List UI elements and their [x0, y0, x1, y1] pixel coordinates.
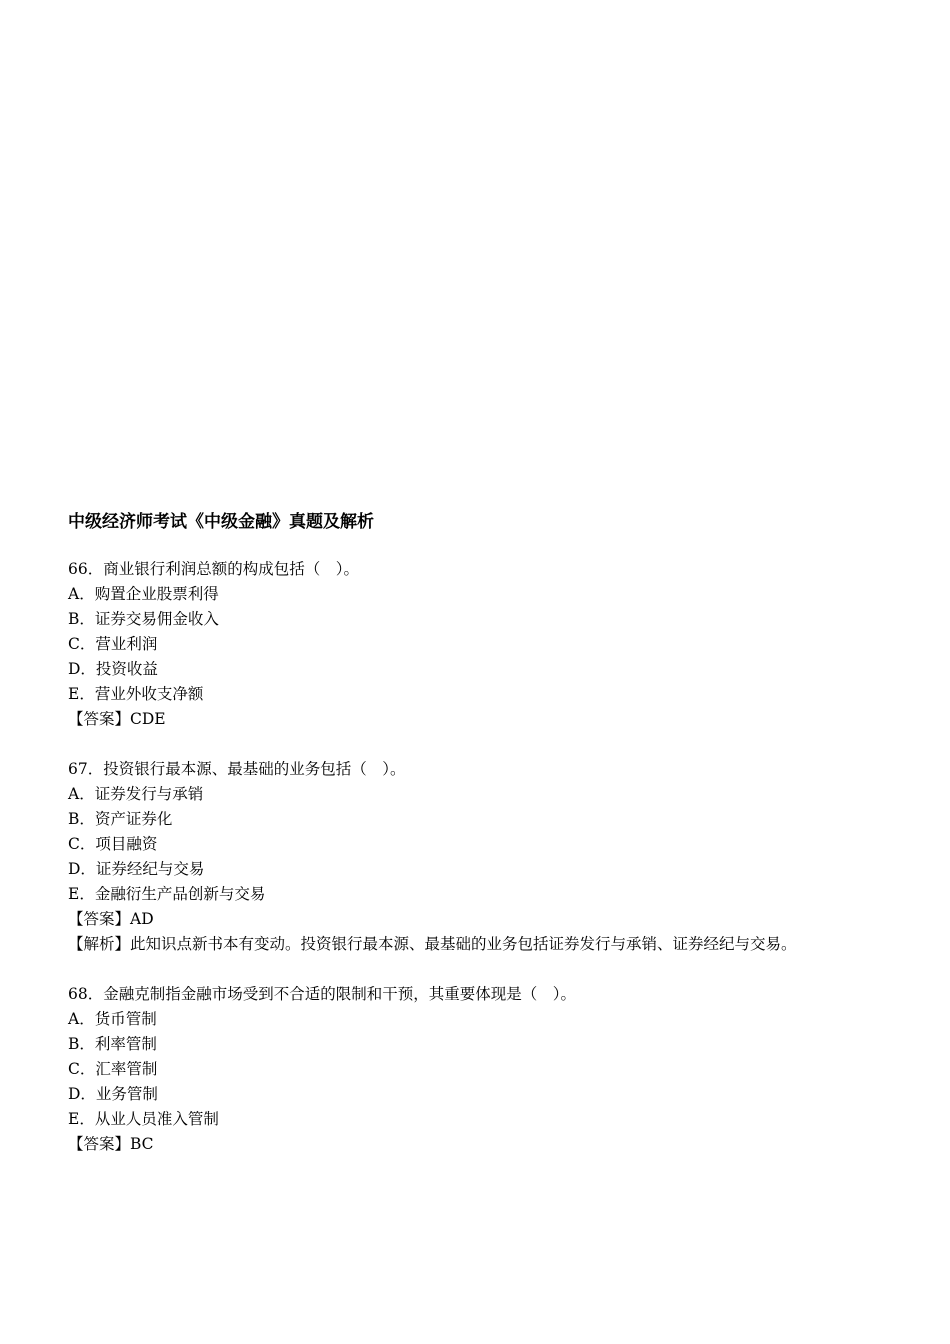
- option-d: D．业务管制: [68, 1085, 158, 1103]
- question-68: [68, 982, 848, 1157]
- question-67: [68, 757, 848, 957]
- explanation: 【解析】此知识点新书本有变动。投资银行最本源、最基础的业务包括证券发行与承销、证券经纪与交易。: [68, 935, 797, 953]
- document-content: [68, 509, 848, 1182]
- answer: 【答案】AD: [68, 910, 154, 928]
- option-d: D．投资收益: [68, 660, 158, 678]
- answer: 【答案】CDE: [68, 710, 166, 728]
- question-stem: 67．投资银行最本源、最基础的业务包括（ ）。: [68, 760, 406, 778]
- option-e: E．金融衍生产品创新与交易: [68, 885, 266, 903]
- question-66: [68, 557, 848, 732]
- option-a: A．购置企业股票利得: [68, 585, 219, 603]
- option-a: A．证券发行与承销: [68, 785, 204, 803]
- option-a: A．货币管制: [68, 1010, 157, 1028]
- question-stem: 68．金融克制指金融市场受到不合适的限制和干预，其重要体现是（ ）。: [68, 985, 576, 1003]
- document-title: 中级经济师考试《中级金融》真题及解析: [68, 512, 374, 532]
- option-e: E．营业外收支净额: [68, 685, 204, 703]
- option-b: B．证券交易佣金收入: [68, 610, 219, 628]
- question-stem: 66．商业银行利润总额的构成包括（ ）。: [68, 560, 359, 578]
- option-c: C．汇率管制: [68, 1060, 158, 1078]
- option-c: C．营业利润: [68, 635, 158, 653]
- option-b: B．利率管制: [68, 1035, 157, 1053]
- option-d: D．证券经纪与交易: [68, 860, 205, 878]
- answer: 【答案】BC: [68, 1135, 154, 1153]
- option-e: E．从业人员准入管制: [68, 1110, 219, 1128]
- option-c: C．项目融资: [68, 835, 158, 853]
- option-b: B．资产证券化: [68, 810, 173, 828]
